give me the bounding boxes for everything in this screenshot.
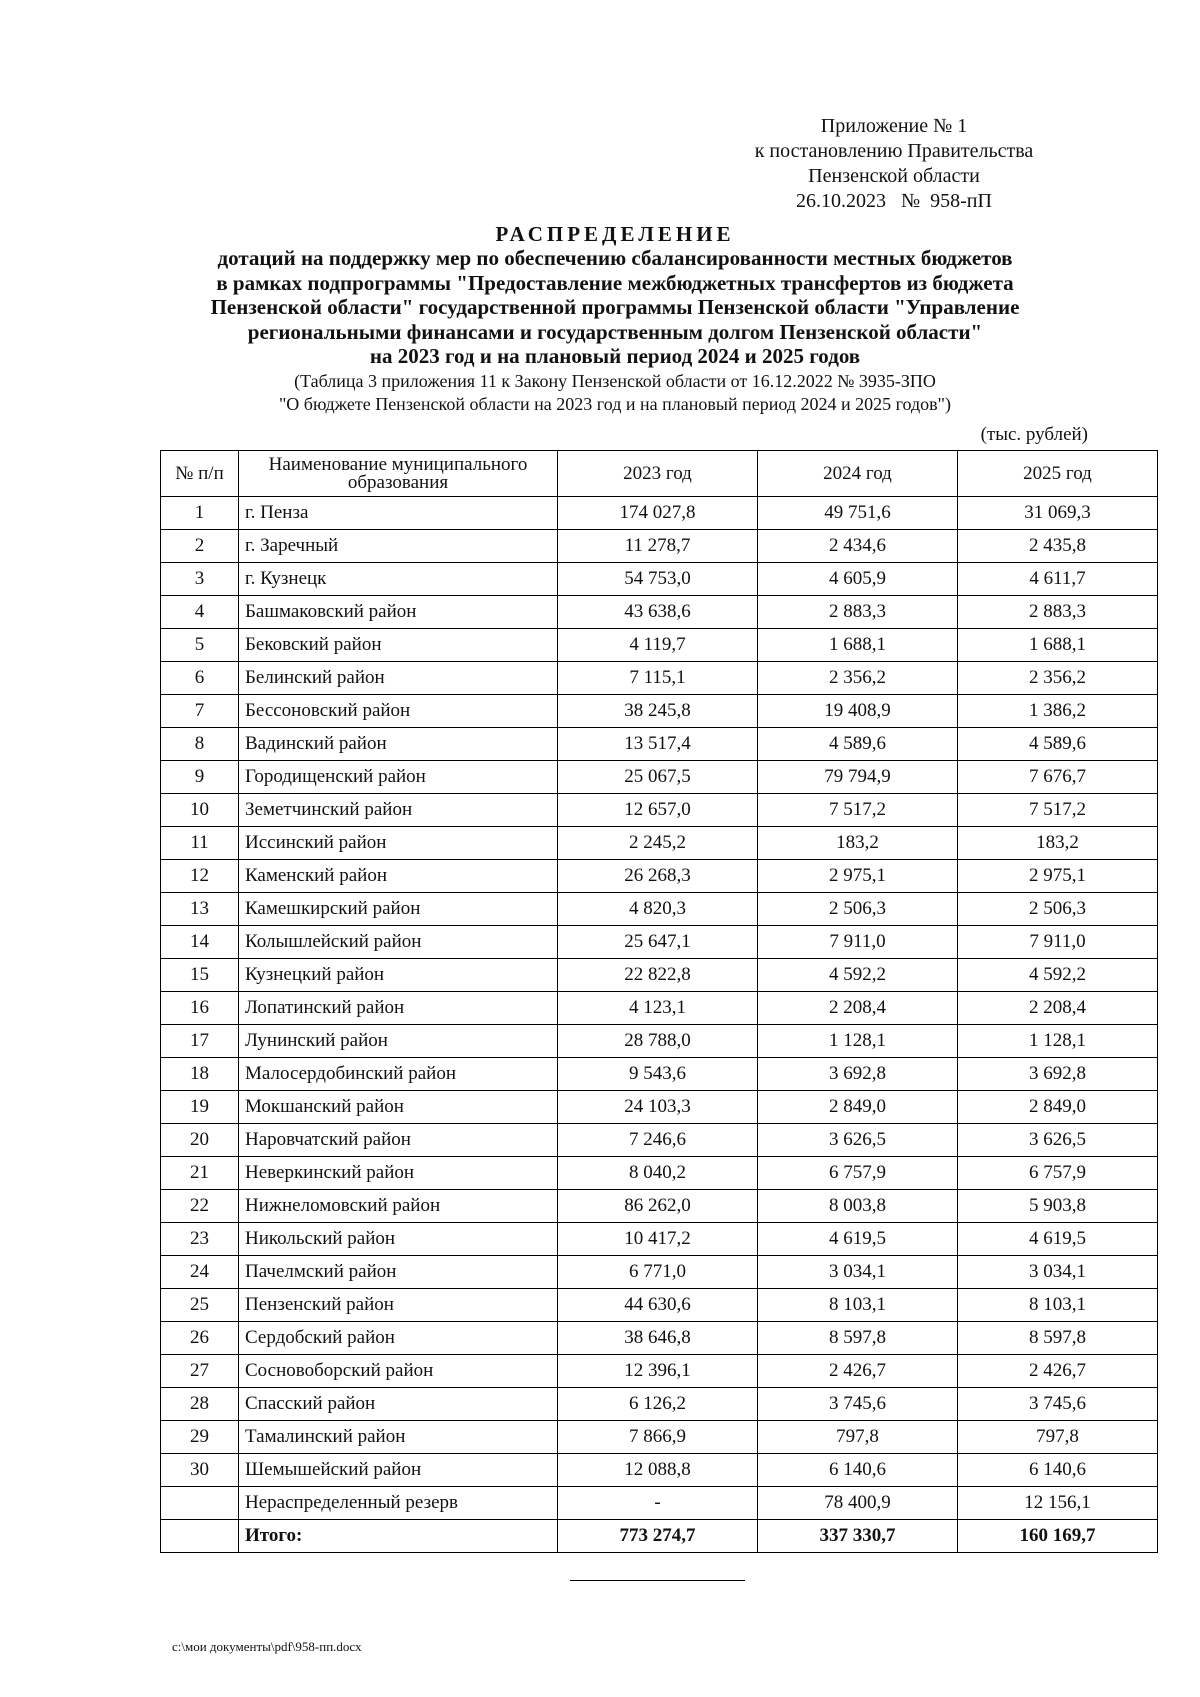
table-row: [161, 629, 1158, 662]
document-subtitle-line: на 2023 год и на плановый период 2024 и 2025 годов: [369, 344, 861, 368]
cell-y2025: 797,8: [958, 1421, 1158, 1454]
footer-file-path: c:\мои документы\pdf\958-пп.docx: [172, 1639, 362, 1654]
cell-num: 4: [161, 596, 239, 629]
table-row: [161, 1157, 1158, 1190]
cell-y2025: 3 034,1: [958, 1256, 1158, 1289]
cell-y2023: 7 246,6: [558, 1124, 758, 1157]
appendix-line: к постановлению Правительства: [754, 140, 1034, 162]
cell-num: 3: [161, 563, 239, 596]
document-subtitle-line: в рамках подпрограммы "Предоставление межбюджетных трансфертов из бюджета: [216, 270, 1014, 295]
cell-num: 10: [161, 794, 239, 827]
cell-num: 20: [161, 1124, 239, 1157]
cell-y2024: 8 103,1: [758, 1289, 958, 1322]
cell-y2023: 10 417,2: [558, 1223, 758, 1256]
cell-name: Нижнеломовский район: [239, 1190, 558, 1223]
cell-y2023: 86 262,0: [558, 1190, 758, 1223]
cell-y2025: 7 911,0: [958, 926, 1158, 959]
cell-num: 30: [161, 1454, 239, 1487]
cell-y2023: 7 866,9: [558, 1421, 758, 1454]
total-y2023: 773 274,7: [558, 1520, 758, 1553]
appendix-date-number: 26.10.2023 № 958-пП: [796, 190, 992, 212]
cell-y2023: 4 119,7: [558, 629, 758, 662]
cell-name: г. Кузнецк: [239, 563, 558, 596]
cell-y2024: 2 883,3: [758, 596, 958, 629]
cell-y2024: 8 003,8: [758, 1190, 958, 1223]
cell-y2024: 1 688,1: [758, 629, 958, 662]
cell-y2024: 2 426,7: [758, 1355, 958, 1388]
cell-y2025: 7 676,7: [958, 761, 1158, 794]
cell-name: Белинский район: [239, 662, 558, 695]
table-row: [161, 1058, 1158, 1091]
cell-num: 6: [161, 662, 239, 695]
cell-y2024: 3 626,5: [758, 1124, 958, 1157]
cell-y2025: 12 156,1: [958, 1487, 1158, 1520]
cell-name: Башмаковский район: [239, 596, 558, 629]
cell-y2023: 12 657,0: [558, 794, 758, 827]
cell-name: Лунинский район: [239, 1025, 558, 1058]
cell-y2024: 8 597,8: [758, 1322, 958, 1355]
distribution-table: [160, 450, 1158, 1553]
cell-y2024: 6 757,9: [758, 1157, 958, 1190]
cell-name: Малосердобинский район: [239, 1058, 558, 1091]
cell-name: Шемышейский район: [239, 1454, 558, 1487]
cell-y2023: 24 103,3: [558, 1091, 758, 1124]
cell-name: Неверкинский район: [239, 1157, 558, 1190]
total-name: Итого:: [239, 1520, 558, 1553]
table-row: [161, 893, 1158, 926]
cell-y2023: 9 543,6: [558, 1058, 758, 1091]
cell-y2024: 4 592,2: [758, 959, 958, 992]
cell-y2024: 2 849,0: [758, 1091, 958, 1124]
cell-name: Пензенский район: [239, 1289, 558, 1322]
cell-y2025: 6 140,6: [958, 1454, 1158, 1487]
appendix-line: Приложение № 1: [820, 115, 968, 137]
cell-y2023: 25 647,1: [558, 926, 758, 959]
cell-name: Каменский район: [239, 860, 558, 893]
cell-y2025: 4 611,7: [958, 563, 1158, 596]
cell-name: Никольский район: [239, 1223, 558, 1256]
table-total-row: [161, 1520, 1158, 1553]
cell-y2023: 6 771,0: [558, 1256, 758, 1289]
table-header-row: [161, 451, 1158, 497]
cell-y2024: 797,8: [758, 1421, 958, 1454]
cell-num: 16: [161, 992, 239, 1025]
cell-num: 25: [161, 1289, 239, 1322]
cell-y2023: 38 245,8: [558, 695, 758, 728]
cell-y2025: 8 103,1: [958, 1289, 1158, 1322]
cell-y2024: 6 140,6: [758, 1454, 958, 1487]
cell-y2023: 2 245,2: [558, 827, 758, 860]
table-row: [161, 860, 1158, 893]
cell-y2025: 4 592,2: [958, 959, 1158, 992]
law-reference-line: "О бюджете Пензенской области на 2023 год и на плановый период 2024 и 2025 годов"): [278, 393, 952, 414]
cell-y2024: 3 692,8: [758, 1058, 958, 1091]
cell-y2025: 2 426,7: [958, 1355, 1158, 1388]
cell-name: Городищенский район: [239, 761, 558, 794]
cell-y2025: 1 386,2: [958, 695, 1158, 728]
cell-y2023: 7 115,1: [558, 662, 758, 695]
cell-y2023: 54 753,0: [558, 563, 758, 596]
cell-name: Спасский район: [239, 1388, 558, 1421]
document-subtitle-line: Пензенской области" государственной программы Пензенской области "Управление: [210, 295, 1020, 319]
cell-y2023: 26 268,3: [558, 860, 758, 893]
cell-y2025: 7 517,2: [958, 794, 1158, 827]
cell-num: 27: [161, 1355, 239, 1388]
cell-y2024: 4 619,5: [758, 1223, 958, 1256]
cell-y2024: 4 589,6: [758, 728, 958, 761]
cell-y2025: 4 589,6: [958, 728, 1158, 761]
cell-name: Камешкирский район: [239, 893, 558, 926]
cell-y2024: 19 408,9: [758, 695, 958, 728]
table-row: [161, 662, 1158, 695]
appendix-header: [734, 114, 1054, 214]
cell-y2025: 4 619,5: [958, 1223, 1158, 1256]
cell-num: 15: [161, 959, 239, 992]
cell-y2025: 31 069,3: [958, 497, 1158, 530]
appendix-line: Пензенской области: [808, 165, 980, 187]
separator-line: [570, 1580, 745, 1581]
cell-num: 23: [161, 1223, 239, 1256]
cell-y2024: 3 034,1: [758, 1256, 958, 1289]
cell-name: Кузнецкий район: [239, 959, 558, 992]
cell-y2024: 2 208,4: [758, 992, 958, 1025]
header-num: № п/п: [161, 451, 239, 497]
table-row: [161, 695, 1158, 728]
table-row: [161, 1025, 1158, 1058]
cell-y2023: 6 126,2: [558, 1388, 758, 1421]
cell-y2024: 78 400,9: [758, 1487, 958, 1520]
cell-y2025: 2 975,1: [958, 860, 1158, 893]
table-row: [161, 1454, 1158, 1487]
cell-y2025: 2 506,3: [958, 893, 1158, 926]
cell-y2023: -: [558, 1487, 758, 1520]
cell-num: 2: [161, 530, 239, 563]
cell-y2024: 183,2: [758, 827, 958, 860]
table-row: [161, 1223, 1158, 1256]
cell-num: 28: [161, 1388, 239, 1421]
document-title: РАСПРЕДЕЛЕНИЕ: [495, 222, 735, 246]
table-row: [161, 1487, 1158, 1520]
cell-name: Тамалинский район: [239, 1421, 558, 1454]
cell-num: 8: [161, 728, 239, 761]
cell-name: Вадинский район: [239, 728, 558, 761]
table-row: [161, 596, 1158, 629]
table-body: [161, 497, 1158, 1553]
cell-y2023: 4 820,3: [558, 893, 758, 926]
table-row: [161, 1355, 1158, 1388]
cell-num: 11: [161, 827, 239, 860]
cell-y2023: 44 630,6: [558, 1289, 758, 1322]
cell-y2023: 12 396,1: [558, 1355, 758, 1388]
cell-y2023: 22 822,8: [558, 959, 758, 992]
table-row: [161, 1091, 1158, 1124]
cell-num: 18: [161, 1058, 239, 1091]
cell-y2023: 38 646,8: [558, 1322, 758, 1355]
table-row: [161, 827, 1158, 860]
cell-num: 21: [161, 1157, 239, 1190]
cell-y2024: 7 911,0: [758, 926, 958, 959]
cell-y2023: 8 040,2: [558, 1157, 758, 1190]
table-row: [161, 1256, 1158, 1289]
document-subtitle-line: дотаций на поддержку мер по обеспечению сбалансированности местных бюджетов: [217, 246, 1013, 270]
cell-name: Пачелмский район: [239, 1256, 558, 1289]
cell-y2023: 28 788,0: [558, 1025, 758, 1058]
cell-y2024: 7 517,2: [758, 794, 958, 827]
cell-name: Нераспределенный резерв: [239, 1487, 558, 1520]
cell-y2025: 1 688,1: [958, 629, 1158, 662]
cell-y2023: 4 123,1: [558, 992, 758, 1025]
cell-y2025: 183,2: [958, 827, 1158, 860]
cell-y2025: 3 626,5: [958, 1124, 1158, 1157]
cell-num: 1: [161, 497, 239, 530]
cell-name: Сосновоборский район: [239, 1355, 558, 1388]
cell-y2024: 2 506,3: [758, 893, 958, 926]
cell-y2025: 2 208,4: [958, 992, 1158, 1025]
cell-y2023: 12 088,8: [558, 1454, 758, 1487]
cell-name: Сердобский район: [239, 1322, 558, 1355]
header-name: Наименование муниципального образования: [239, 451, 558, 497]
total-y2024: 337 330,7: [758, 1520, 958, 1553]
table-row: [161, 992, 1158, 1025]
cell-name: Иссинский район: [239, 827, 558, 860]
cell-y2025: 3 745,6: [958, 1388, 1158, 1421]
table-row: [161, 728, 1158, 761]
table-row: [161, 1388, 1158, 1421]
cell-y2025: 5 903,8: [958, 1190, 1158, 1223]
table-row: [161, 1421, 1158, 1454]
table-row: [161, 1289, 1158, 1322]
cell-y2023: 25 067,5: [558, 761, 758, 794]
cell-name: Лопатинский район: [239, 992, 558, 1025]
cell-y2025: 2 356,2: [958, 662, 1158, 695]
cell-y2023: 43 638,6: [558, 596, 758, 629]
table-row: [161, 794, 1158, 827]
cell-name: Мокшанский район: [239, 1091, 558, 1124]
header-2024: 2024 год: [758, 451, 958, 497]
cell-num: 5: [161, 629, 239, 662]
cell-y2025: 2 883,3: [958, 596, 1158, 629]
cell-y2025: 3 692,8: [958, 1058, 1158, 1091]
cell-num: 9: [161, 761, 239, 794]
table-row: [161, 959, 1158, 992]
table-row: [161, 530, 1158, 563]
table-row: [161, 1124, 1158, 1157]
table-row: [161, 563, 1158, 596]
cell-name: Бековский район: [239, 629, 558, 662]
cell-name: Земетчинский район: [239, 794, 558, 827]
cell-y2024: 2 356,2: [758, 662, 958, 695]
cell-y2024: 1 128,1: [758, 1025, 958, 1058]
cell-y2024: 2 975,1: [758, 860, 958, 893]
cell-name: г. Заречный: [239, 530, 558, 563]
cell-num: 14: [161, 926, 239, 959]
cell-num: [161, 1520, 239, 1553]
cell-y2025: 1 128,1: [958, 1025, 1158, 1058]
cell-y2025: 2 435,8: [958, 530, 1158, 563]
document-title-block: [150, 222, 1080, 415]
units-label: (тыс. рублей): [980, 424, 1088, 445]
law-reference-line: (Таблица 3 приложения 11 к Закону Пензенской области от 16.12.2022 № 3935-ЗПО: [294, 370, 936, 391]
cell-y2024: 4 605,9: [758, 563, 958, 596]
cell-num: 17: [161, 1025, 239, 1058]
document-subtitle-line: региональными финансами и государственным долгом Пензенской области": [247, 319, 983, 344]
cell-y2023: 174 027,8: [558, 497, 758, 530]
cell-y2024: 3 745,6: [758, 1388, 958, 1421]
table-row: [161, 1322, 1158, 1355]
cell-num: 19: [161, 1091, 239, 1124]
cell-num: 7: [161, 695, 239, 728]
cell-y2025: 6 757,9: [958, 1157, 1158, 1190]
cell-num: 12: [161, 860, 239, 893]
cell-y2024: 79 794,9: [758, 761, 958, 794]
cell-y2024: 2 434,6: [758, 530, 958, 563]
header-2023: 2023 год: [558, 451, 758, 497]
table-row: [161, 926, 1158, 959]
header-2025: 2025 год: [958, 451, 1158, 497]
cell-num: 22: [161, 1190, 239, 1223]
cell-name: Наровчатский район: [239, 1124, 558, 1157]
cell-y2023: 11 278,7: [558, 530, 758, 563]
cell-name: Колышлейский район: [239, 926, 558, 959]
cell-name: г. Пенза: [239, 497, 558, 530]
table-row: [161, 1190, 1158, 1223]
cell-num: 24: [161, 1256, 239, 1289]
cell-y2024: 49 751,6: [758, 497, 958, 530]
cell-num: [161, 1487, 239, 1520]
cell-num: 26: [161, 1322, 239, 1355]
cell-num: 29: [161, 1421, 239, 1454]
table-row: [161, 761, 1158, 794]
cell-y2025: 8 597,8: [958, 1322, 1158, 1355]
table-row: [161, 497, 1158, 530]
total-y2025: 160 169,7: [958, 1520, 1158, 1553]
cell-name: Бессоновский район: [239, 695, 558, 728]
cell-y2023: 13 517,4: [558, 728, 758, 761]
cell-num: 13: [161, 893, 239, 926]
cell-y2025: 2 849,0: [958, 1091, 1158, 1124]
